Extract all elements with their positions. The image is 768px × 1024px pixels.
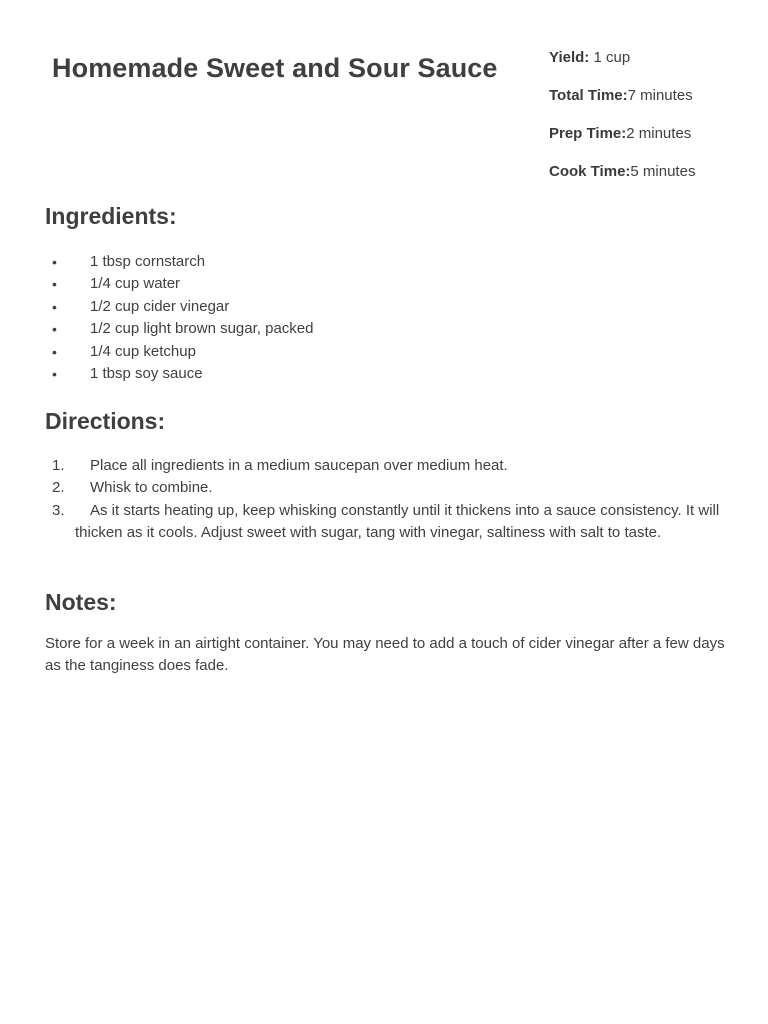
notes-heading: Notes: bbox=[45, 589, 117, 615]
ingredient-item bbox=[45, 318, 725, 340]
prep-time-value: 2 minutes bbox=[626, 125, 692, 142]
bullet-icon: • bbox=[52, 254, 57, 270]
cook-time-label: Cook Time: bbox=[549, 163, 631, 180]
directions-heading: Directions: bbox=[45, 408, 166, 434]
ingredient-item bbox=[45, 251, 725, 273]
cook-time-value: 5 minutes bbox=[630, 163, 696, 180]
ingredient-text: 1 tbsp cornstarch bbox=[90, 253, 206, 270]
recipe-title: Homemade Sweet and Sour Sauce bbox=[52, 53, 498, 83]
yield-value: 1 cup bbox=[589, 49, 631, 66]
bullet-icon: • bbox=[52, 321, 57, 338]
ingredient-text: 1/2 cup light brown sugar, packed bbox=[90, 320, 314, 338]
ingredients-heading: Ingredients: bbox=[45, 203, 177, 229]
prep-time-label: Prep Time: bbox=[549, 125, 627, 142]
direction-step bbox=[45, 477, 725, 499]
step-number: 1. bbox=[52, 457, 65, 474]
recipe-meta bbox=[549, 46, 759, 198]
yield-label: Yield: bbox=[549, 49, 590, 66]
ingredient-text: 1/4 cup water bbox=[90, 275, 181, 293]
ingredient-text: 1/4 cup ketchup bbox=[90, 342, 196, 360]
ingredient-item bbox=[45, 296, 725, 318]
notes-text: Store for a week in an airtight container. You may need to add a touch of cider vinegar after a few days as the tanginess does fade. bbox=[45, 635, 725, 675]
ingredients-list bbox=[45, 251, 725, 385]
bullet-icon: • bbox=[52, 343, 57, 360]
step-number: 2. bbox=[52, 479, 65, 497]
ingredient-item bbox=[45, 273, 725, 295]
total-time-value: 7 minutes bbox=[627, 87, 693, 104]
bullet-icon: • bbox=[52, 276, 57, 293]
yield-row bbox=[549, 46, 759, 84]
ingredient-text: 1 tbsp soy sauce bbox=[90, 365, 203, 383]
total-time-row bbox=[549, 84, 759, 122]
direction-step bbox=[45, 455, 725, 477]
prep-time-row bbox=[549, 122, 759, 160]
bullet-icon: • bbox=[52, 298, 57, 315]
cook-time-row bbox=[549, 160, 759, 198]
bullet-icon: • bbox=[52, 366, 57, 383]
ingredient-text: 1/2 cup cider vinegar bbox=[90, 297, 230, 315]
step-text: Whisk to combine. bbox=[90, 479, 213, 497]
step-text: Place all ingredients in a medium saucepan over medium heat. bbox=[90, 457, 508, 474]
total-time-label: Total Time: bbox=[549, 87, 628, 104]
direction-step bbox=[45, 500, 725, 545]
ingredient-item bbox=[45, 341, 725, 363]
directions-list bbox=[45, 455, 725, 545]
step-text: As it starts heating up, keep whisking constantly until it thickens into a sauce consistency. It will thicken as it cools. Adjust sweet with sugar, tang with vinegar, saltiness with salt to taste. bbox=[75, 501, 720, 542]
ingredient-item bbox=[45, 363, 725, 385]
step-number: 3. bbox=[52, 501, 65, 519]
